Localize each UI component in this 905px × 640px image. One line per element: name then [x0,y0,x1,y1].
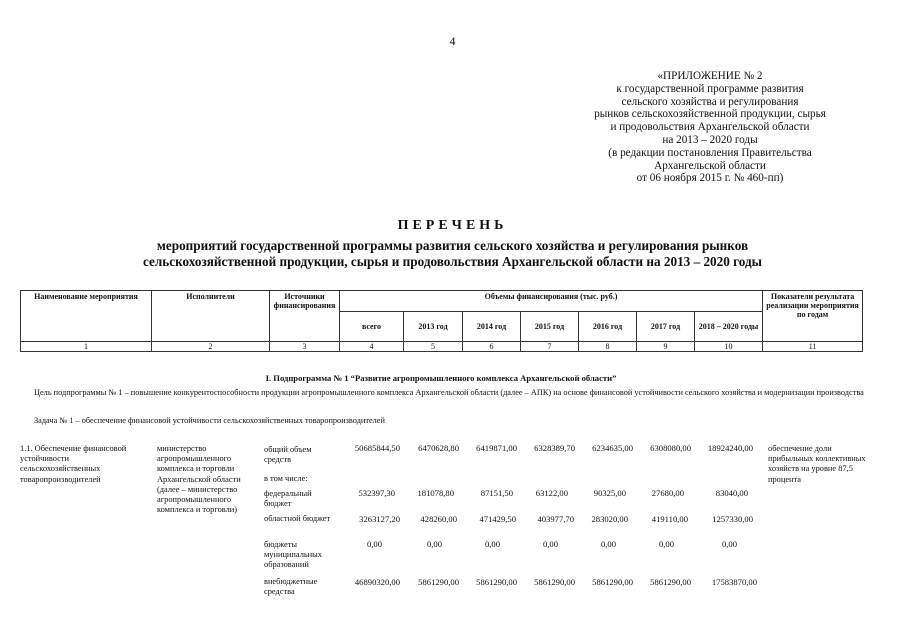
source-label: общий объем средств [264,445,312,465]
appendix-line: «ПРИЛОЖЕНИЕ № 2 [657,70,763,82]
value-year: 5861290,00 [476,577,517,587]
value-year: 5861290,00 [418,577,459,587]
value-year: 403977,70 [537,514,574,524]
value-year: 87151,50 [480,488,513,498]
source-label: федеральный бюджет [264,489,312,509]
measure-name: 1.1. Обеспечение финансовой устойчивости сельскохозяйственных товаропроизводителей [20,444,127,484]
value-year: 181078,80 [417,488,454,498]
value-year: 5861290,00 [650,577,691,587]
value-year: 90325,00 [593,488,626,498]
col-sources-header: Источники финансирования [270,291,340,342]
appendix-line: и продовольствия Архангельской области [610,121,810,134]
value-year: 471429,50 [479,514,516,524]
col-number: 7 [521,342,579,352]
value-year: 0,00 [721,539,737,549]
col-number: 9 [637,342,695,352]
subtitle-line: мероприятий государственной программы развития сельского хозяйства и регулирования рынков [156,238,749,253]
value-year: 6234635,00 [592,443,633,453]
value-year: 283020,00 [591,514,628,524]
col-year-header: 2018 – 2020 годы [695,312,763,342]
value-year: 0,00 [426,539,442,549]
value-year: 0,00 [658,539,674,549]
source-label: областной бюджет [264,514,331,523]
value-year: 17583870,00 [711,577,757,587]
value-year: 6419871,00 [476,443,517,453]
col-year-header: 2015 год [521,312,579,342]
value-year: 6328389,70 [534,443,575,453]
col-year-header: 2013 год [404,312,463,342]
appendix-line: Архангельской области [654,159,766,172]
col-year-header: 2017 год [637,312,695,342]
appendix-line: (в редакции постановления Правительства [608,146,812,159]
page-number: 4 [449,34,456,48]
appendix-header [540,70,880,185]
appendix-line: к государственной программе развития [616,82,804,95]
col-number: 4 [340,342,404,352]
value-year: 6308080,00 [650,443,691,453]
value-year: 18924240,00 [707,443,753,453]
document-title: ПЕРЕЧЕНЬ [397,218,508,233]
col-number: 11 [763,342,863,352]
appendix-line: сельского хозяйства и регулирования [621,95,799,108]
value-year: 5861290,00 [592,577,633,587]
col-number: 6 [463,342,521,352]
value-year: 27680,00 [651,488,684,498]
value-year: 63122,00 [535,488,568,498]
col-year-header: всего [340,312,404,342]
col-number: 1 [21,342,152,352]
value-year: 83040,00 [715,488,748,498]
subprogram-goal: Цель подпрограммы № 1 – повышение конкурентоспособности продукции агропромышленного комплекса Архангельской области (далее – АПК) на основе финансовой устойчивости сельского хозяйства и модернизации производства [34,388,864,397]
source-label: бюджеты муниципальных образований [264,540,322,570]
col-number: 2 [152,342,270,352]
measure-executor: министерство агропромышленного комплекса и торговли Архангельской области (далее – министерство агропромышленного комплекса и торговли) [157,444,241,515]
col-number: 10 [695,342,763,352]
subtitle-line: сельскохозяйственной продукции, сырья и продовольствия Архангельской области на 2013 – 2020 годы [143,254,762,269]
appendix-line: рынков сельскохозяйственной продукции, сырья [594,108,826,121]
value-total: 46890320,00 [354,577,400,587]
col-executors-header: Исполнители [152,291,270,342]
value-year: 6470628,80 [418,443,459,453]
appendix-line: на 2013 – 2020 годы [662,133,758,146]
value-year: 1257330,00 [712,514,753,524]
header-table [20,290,863,352]
value-total: 50685844,50 [354,443,400,453]
document-subtitle [40,238,865,270]
value-total: 3263127,20 [359,514,400,524]
value-year: 0,00 [542,539,558,549]
value-year: 419110,00 [651,514,688,524]
col-year-header: 2014 год [463,312,521,342]
source-label: в том числе: [264,474,308,483]
measure-indicator: обеспечение доли прибыльных коллективных хозяйств на уровне 87,5 процента [768,444,866,484]
value-year: 0,00 [484,539,500,549]
col-number: 8 [579,342,637,352]
value-total: 0,00 [366,539,382,549]
source-label: внебюджетные средства [264,577,318,597]
appendix-line: от 06 ноября 2015 г. № 460-пп) [636,172,784,185]
col-name-header: Наименование мероприятия [21,291,152,342]
col-number: 3 [270,342,340,352]
value-year: 5861290,00 [534,577,575,587]
col-number: 5 [404,342,463,352]
value-total: 532397,30 [358,488,395,498]
col-volumes-header: Объемы финансирования (тыс. руб.) [340,291,763,312]
section-title: I. Подпрограмма № 1 “Развитие агропромышленного комплекса Архангельской области” [265,373,617,383]
subprogram-task: Задача № 1 – обеспечение финансовой устойчивости сельскохозяйственных товаропроизводителей [34,416,385,425]
col-indicators-header: Показатели результата реализации мероприятия по годам [763,291,863,342]
value-year: 428260,00 [420,514,457,524]
value-year: 0,00 [600,539,616,549]
col-year-header: 2016 год [579,312,637,342]
